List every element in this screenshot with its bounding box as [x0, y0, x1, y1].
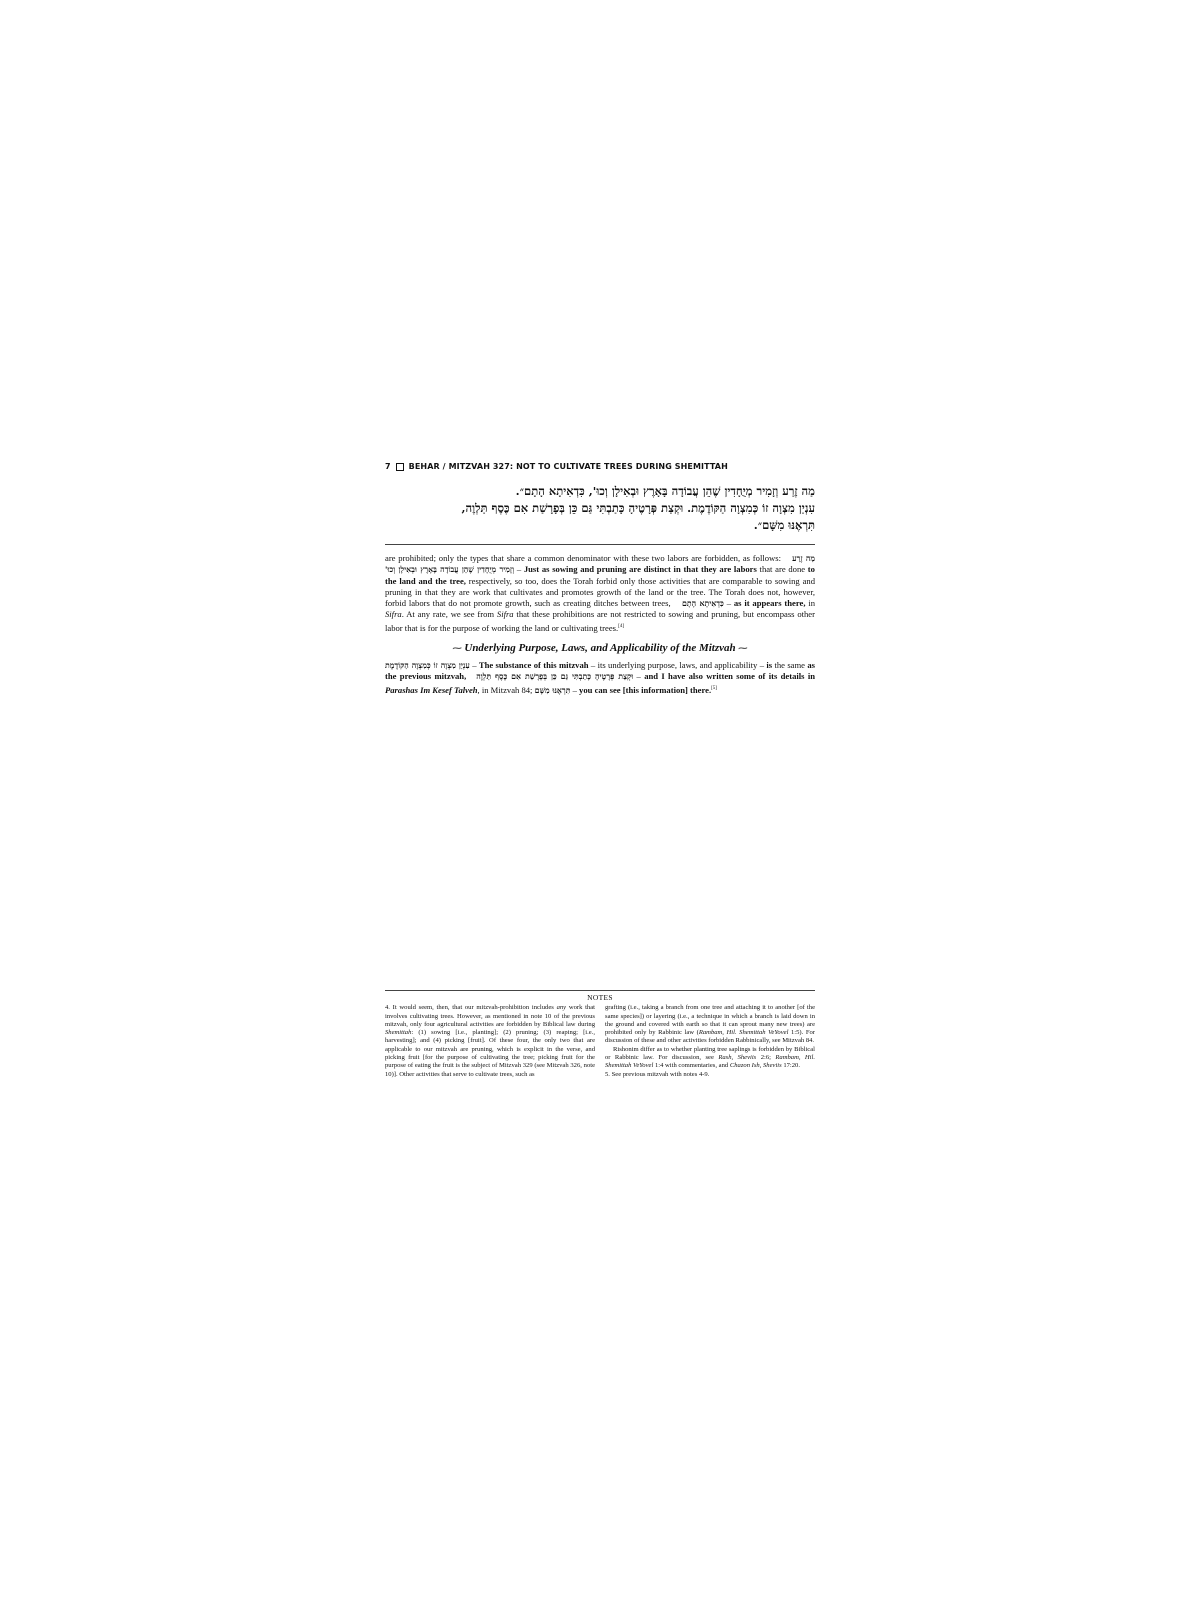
text-run: 1:5). For discussion of these and other activities forbidden Rabbinically, see Mitzvah 84.: [605, 1029, 815, 1045]
bold-run: to the land and the tree,: [385, 564, 815, 586]
text-run: 1:4 with commentaries, and: [653, 1062, 730, 1070]
text-run: –: [633, 671, 645, 682]
footnote-marker: [5]: [711, 685, 717, 691]
text-run: in: [805, 598, 816, 609]
page-content: [385, 462, 815, 696]
italic-run: Sifra: [496, 609, 514, 620]
italic-run: any: [556, 1004, 567, 1012]
note-4: [385, 1004, 595, 1079]
running-title: BEHAR / MITZVAH 327: NOT TO CULTIVATE TREES DURING SHEMITTAH: [408, 462, 728, 471]
hebrew-phrase: תִּרְאֶנּוּ מִשָּׁם: [534, 685, 571, 695]
footnote-marker: [4]: [618, 623, 625, 629]
text-run: –: [723, 598, 734, 609]
hebrew-source-text: [385, 483, 815, 534]
text-run: 2:6;: [756, 1054, 776, 1062]
notes-divider: [385, 990, 815, 991]
italic-run: Chazon Ish, Sheviis: [729, 1062, 782, 1070]
commentary-paragraph: [385, 553, 815, 634]
italic-run: Rash, Sheviis: [718, 1054, 757, 1062]
section-body: [385, 660, 815, 696]
italic-run: Sifra: [385, 609, 402, 620]
text-run: –: [469, 659, 479, 670]
hebrew-phrase: וּקְצַת פְּרָטֶיהָ כָּתַבְתִּי גַּם כֵּן בְּפָרָשַׁת אִם כֶּסֶף תַּלְוֶה: [476, 672, 634, 682]
bold-italic-run: Parashas Im Kesef Talveh: [385, 684, 478, 695]
commentary-text: [385, 553, 815, 634]
text-run: – its underlying purpose, laws, and applicability –: [588, 659, 767, 670]
text-run: Rishonim differ as to whether planting tree saplings is forbidden by Biblical or Rabbinic law. For discussion, see: [605, 1045, 815, 1062]
text-run: the same: [772, 659, 808, 670]
page-number: 7: [385, 462, 391, 471]
notes-columns: [385, 1004, 815, 1079]
note-4-paragraph: [605, 1046, 815, 1071]
notes-section: [385, 990, 815, 1079]
divider: [385, 544, 815, 545]
hebrew-phrase: מַה זֶרַע וְזָמִיר מְיֻחָדִין שֶׁהֵן עֲבוֹדָה בָּאָרֶץ וּבְאִילָן וְכוּ': [385, 554, 815, 575]
italic-run: Shemittah: [385, 1029, 412, 1037]
section-paragraph: [385, 660, 815, 696]
text-run: grafting (i.e., taking a branch from one tree and attaching it to another [of the same species]) or layering (i.e., a technique in which a branch is laid down in the ground and covered with earth so that it can sprout many new trees) are prohibited only by Rabbinic law (: [605, 1004, 815, 1037]
flourish-right-icon: ⁓: [738, 642, 748, 653]
hebrew-line: תִּרְאֶנּוּ מִשָּׁם״.: [753, 518, 815, 532]
italic-run: Rambam, Hil. Shemittah VeYovel: [698, 1029, 789, 1037]
text-run: that are done: [756, 564, 808, 575]
hebrew-line: מַה זֶרַע וְזָמִיר מְיֻחָדִין שֶׁהֵן עֲבוֹדָה בָּאָרֶץ וּבְאִילָן וְכוּ', כִּדְאִיתָא הָתָם״.: [515, 484, 815, 498]
text-run: –: [516, 564, 524, 575]
hebrew-line: עִנְיַן מִצְוָה זוֹ כְּמִצְוָה הַקּוֹדֶמֶת. וּקְצַת פְּרָטֶיהָ כָּתַבְתִּי גַּם כֵּן בְּפָרָשַׁת אִם כֶּסֶף תַּלְוֶה,: [461, 501, 815, 515]
text-run: . At any rate, we see from: [401, 609, 497, 620]
bold-run: as it appears there,: [733, 598, 806, 609]
note-4-continued: [605, 1004, 815, 1045]
text-run: respectively, so too, does the Torah forbid only those activities that are comparable to sowing and pruning in that they are work that cultivates and promotes growth of the land or the tree. The Torah does not, however, forbid labors that do not promote growth, such as creating ditches between trees,: [385, 575, 815, 609]
bold-run: Just as sowing and pruning are distinct in that they are labors: [523, 564, 757, 575]
hebrew-phrase: כִּדְאִיתָא הָתָם: [681, 599, 724, 609]
note-5: 5. See previous mitzvah with notes 4-9.: [605, 1070, 710, 1078]
text-run: 17:20.: [781, 1062, 801, 1070]
bold-run: The substance of this mitzvah: [478, 659, 589, 670]
text-run: are prohibited; only the types that share a common denominator with these two labors are forbidden, as follows:: [385, 553, 781, 563]
notes-column-left: [385, 1004, 595, 1079]
hebrew-phrase: עִנְיַן מִצְוָה זוֹ כְּמִצְוָה הַקּוֹדֶמֶת: [385, 660, 470, 670]
bold-run: as the previous mitzvah,: [385, 659, 816, 682]
text-run: –: [570, 684, 580, 695]
bold-run: you can see [this information] there.: [579, 684, 712, 695]
text-run: 4. It would seem, then, that our mitzvah-prohibition includes: [385, 1004, 557, 1012]
notes-column-right: [605, 1004, 815, 1079]
bold-run: is: [766, 659, 773, 670]
flourish-left-icon: ⁓: [452, 642, 462, 653]
italic-run: Rambam, Hil. Shemittah VeYovel: [605, 1054, 815, 1070]
section-heading: [385, 642, 815, 654]
text-run: : (1) sowing [i.e., planting]; (2) pruning; (3) reaping; [i.e., harvesting]; and (4) picking [fruit]. Of these four, the only two that are applicable to our mitzvah are pruning, which is explicit in the verse, and picking fruit [for the purpose of cultivating the tree; picking fruit for the purpose of eating the fruit is the subject of Mitzvah 329 (see Mitzvah 326, note 10)]. Other activities that serve to cultivate trees, such as: [385, 1029, 595, 1078]
bold-run: and I have also written some of its details in: [644, 671, 816, 682]
text-run: work that involves cultivating trees. However, as mentioned in note 10 of the previous mitzvah, only four agricultural activities are forbidden by Biblical law during: [385, 1004, 595, 1028]
text-run: that these prohibitions are not restricted to sowing and pruning, but encompass other labor that is for the purpose of working the land or cultivating trees.: [385, 609, 815, 633]
box-bullet-icon: [396, 463, 404, 471]
section-heading-text: Underlying Purpose, Laws, and Applicability of the Mitzvah: [464, 641, 736, 654]
running-head: [385, 462, 815, 471]
notes-title: NOTES: [587, 993, 613, 1002]
text-run: , in Mitzvah 84;: [477, 684, 533, 695]
